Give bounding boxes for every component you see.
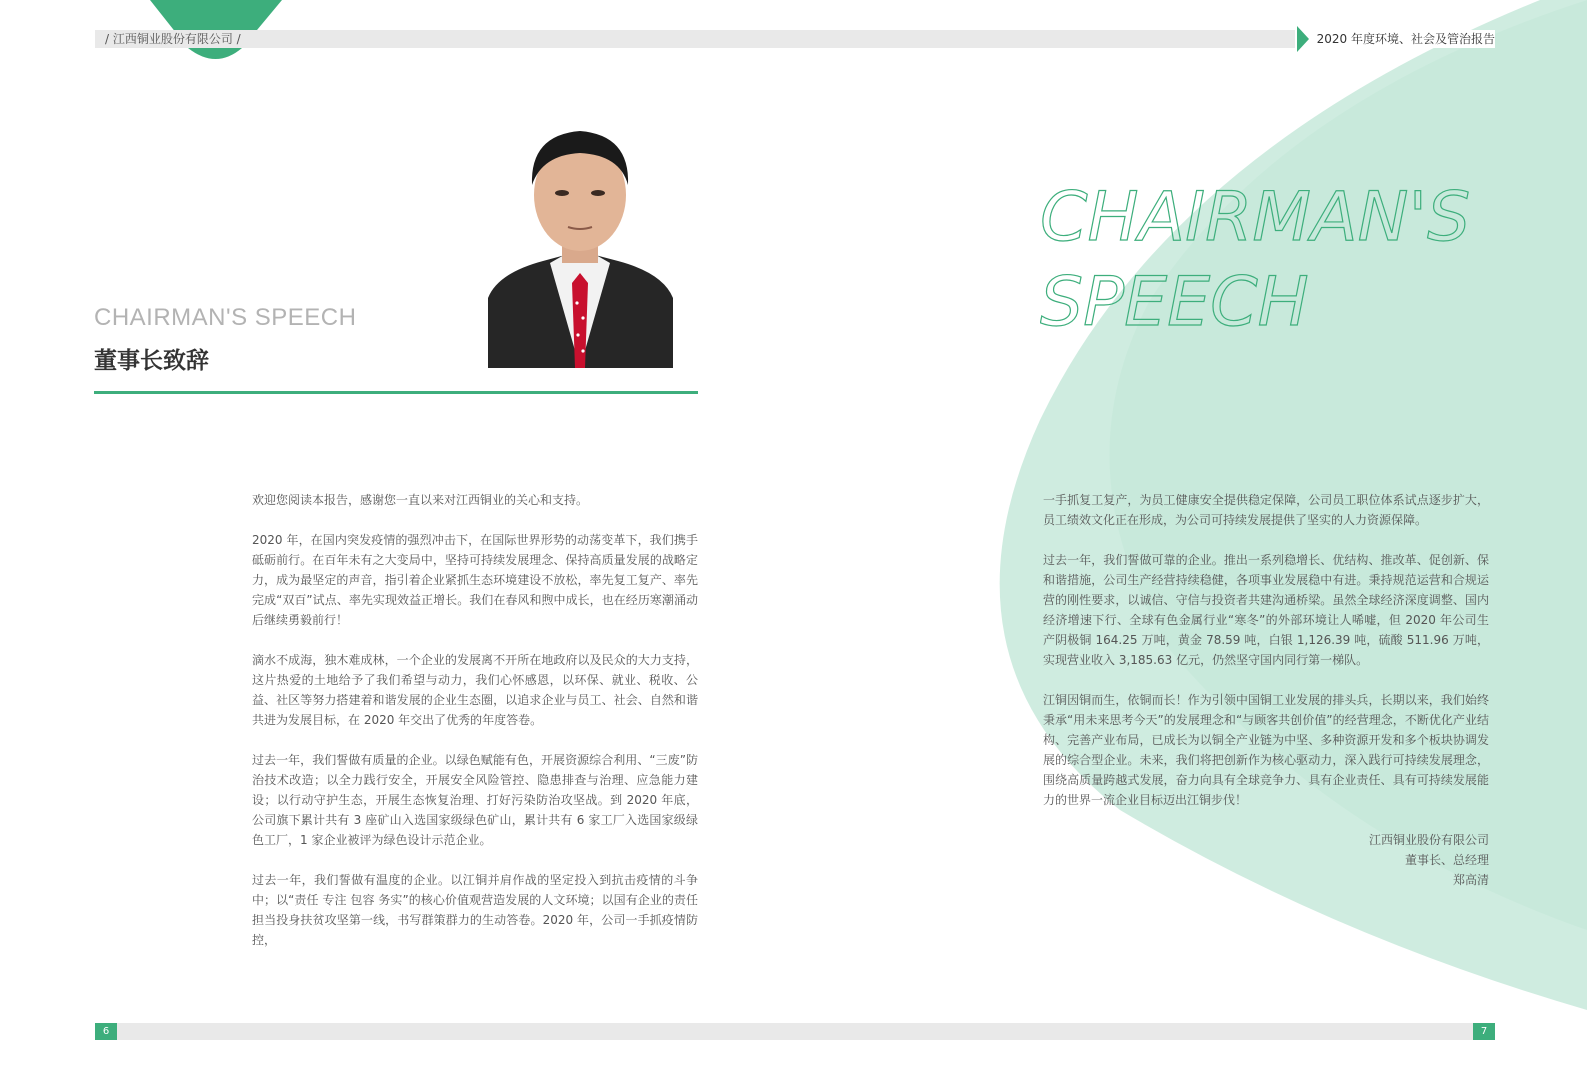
paragraph: 2020 年，在国内突发疫情的强烈冲击下，在国际世界形势的动荡变革下，我们携手砥砺前行。在百年未有之大变局中，坚持可持续发展理念、保持高质量发展的战略定力，成为最坚定的声音，指引着企业紧抓生态环境建设不放松，率先复工复产、率先完成“双百”试点、率先实现效益正增长。我们在春风和煦中成长，也在经历寒潮涌动后继续勇毅前行！ <box>252 533 698 627</box>
big-outline-title <box>1040 170 1580 350</box>
paragraph: 欢迎您阅读本报告，感谢您一直以来对江西铜业的关心和支持。 <box>252 493 589 507</box>
signature-company: 江西铜业股份有限公司 <box>1368 833 1489 847</box>
title-divider <box>94 391 698 394</box>
title-chinese: 董事长致辞 <box>94 348 209 374</box>
right-text-column <box>1043 490 1489 890</box>
big-title-line1: CHAIRMAN'S <box>1040 178 1471 257</box>
header-bar <box>95 30 1495 48</box>
big-title-line2: SPEECH <box>1040 263 1309 342</box>
paragraph: 过去一年，我们誓做可靠的企业。推出一系列稳增长、优结构、推改革、促创新、保和谐措施，公司生产经营持续稳健，各项事业发展稳中有进。秉持规范运营和合规运营的刚性要求，以诚信、守信与投资者共建沟通桥梁。虽然全球经济深度调整、国内经济增速下行、全球有色金属行业“寒冬”的外部环境让人唏嘘，但 2020 年公司生产阴极铜 164.25 万吨，黄金 78.59 吨，白银 1,126.39 吨，硫酸 511.96 万吨，实现营业收入 3,185.63 亿元，仍然坚守国内同行第一梯队。 <box>1043 553 1489 667</box>
paragraph: 过去一年，我们誓做有温度的企业。以江铜并肩作战的坚定投入到抗击疫情的斗争中；以“责任 专注 包容 务实”的核心价值观营造发展的人文环境；以国有企业的责任担当投身扶贫攻坚第一线，书写群策群力的生动答卷。2020 年，公司一手抓疫情防控， <box>252 873 698 947</box>
paragraph: 过去一年，我们誓做有质量的企业。以绿色赋能有色，开展资源综合利用、“三废”防治技术改造；以全力践行安全，开展安全风险管控、隐患排查与治理、应急能力建设；以行动守护生态，开展生态恢复治理、打好污染防治攻坚战。到 2020 年底，公司旗下累计共有 3 座矿山入选国家级绿色矿山，累计共有 6 家工厂入选国家级绿色工厂，1 家企业被评为绿色设计示范企业。 <box>252 753 698 847</box>
signature-name: 郑高清 <box>1452 873 1489 887</box>
left-text-column <box>252 490 698 970</box>
paragraph: 滴水不成海，独木难成林，一个企业的发展离不开所在地政府以及民众的大力支持，这片热爱的土地给予了我们希望与动力，我们心怀感恩，以环保、就业、税收、公益、社区等努力搭建着和谐发展的企业生态圈，以追求企业与员工、社会、自然和谐共进为发展目标，在 2020 年交出了优秀的年度答卷。 <box>252 653 698 727</box>
signature-block <box>1043 830 1489 890</box>
header-report-title: 2020 年度环境、社会及管治报告 <box>1295 30 1495 48</box>
signature-position: 董事长、总经理 <box>1404 853 1489 867</box>
paragraph: 江铜因铜而生，依铜而长！作为引领中国铜工业发展的排头兵，长期以来，我们始终秉承“用未来思考今天”的发展理念和“与顾客共创价值”的经营理念，不断优化产业结构、完善产业布局，已成长为以铜全产业链为中坚、多种资源开发和多个板块协调发展的综合型企业。未来，我们将把创新作为核心驱动力，深入践行可持续发展理念，围绕高质量跨越式发展，奋力向具有全球竞争力、具有企业责任、具有可持续发展能力的世界一流企业目标迈出江铜步伐！ <box>1043 693 1489 807</box>
chairman-portrait-photo <box>488 123 673 368</box>
paragraph: 一手抓复工复产，为员工健康安全提供稳定保障，公司员工职位体系试点逐步扩大，员工绩效文化正在形成，为公司可持续发展提供了坚实的人力资源保障。 <box>1043 493 1489 527</box>
page-number-right: 7 <box>1473 1023 1495 1040</box>
footer-bar <box>95 1023 1495 1040</box>
header-company: / 江西铜业股份有限公司 / <box>105 32 241 46</box>
page-number-left: 6 <box>95 1023 117 1040</box>
title-english: CHAIRMAN'S SPEECH <box>94 304 357 331</box>
